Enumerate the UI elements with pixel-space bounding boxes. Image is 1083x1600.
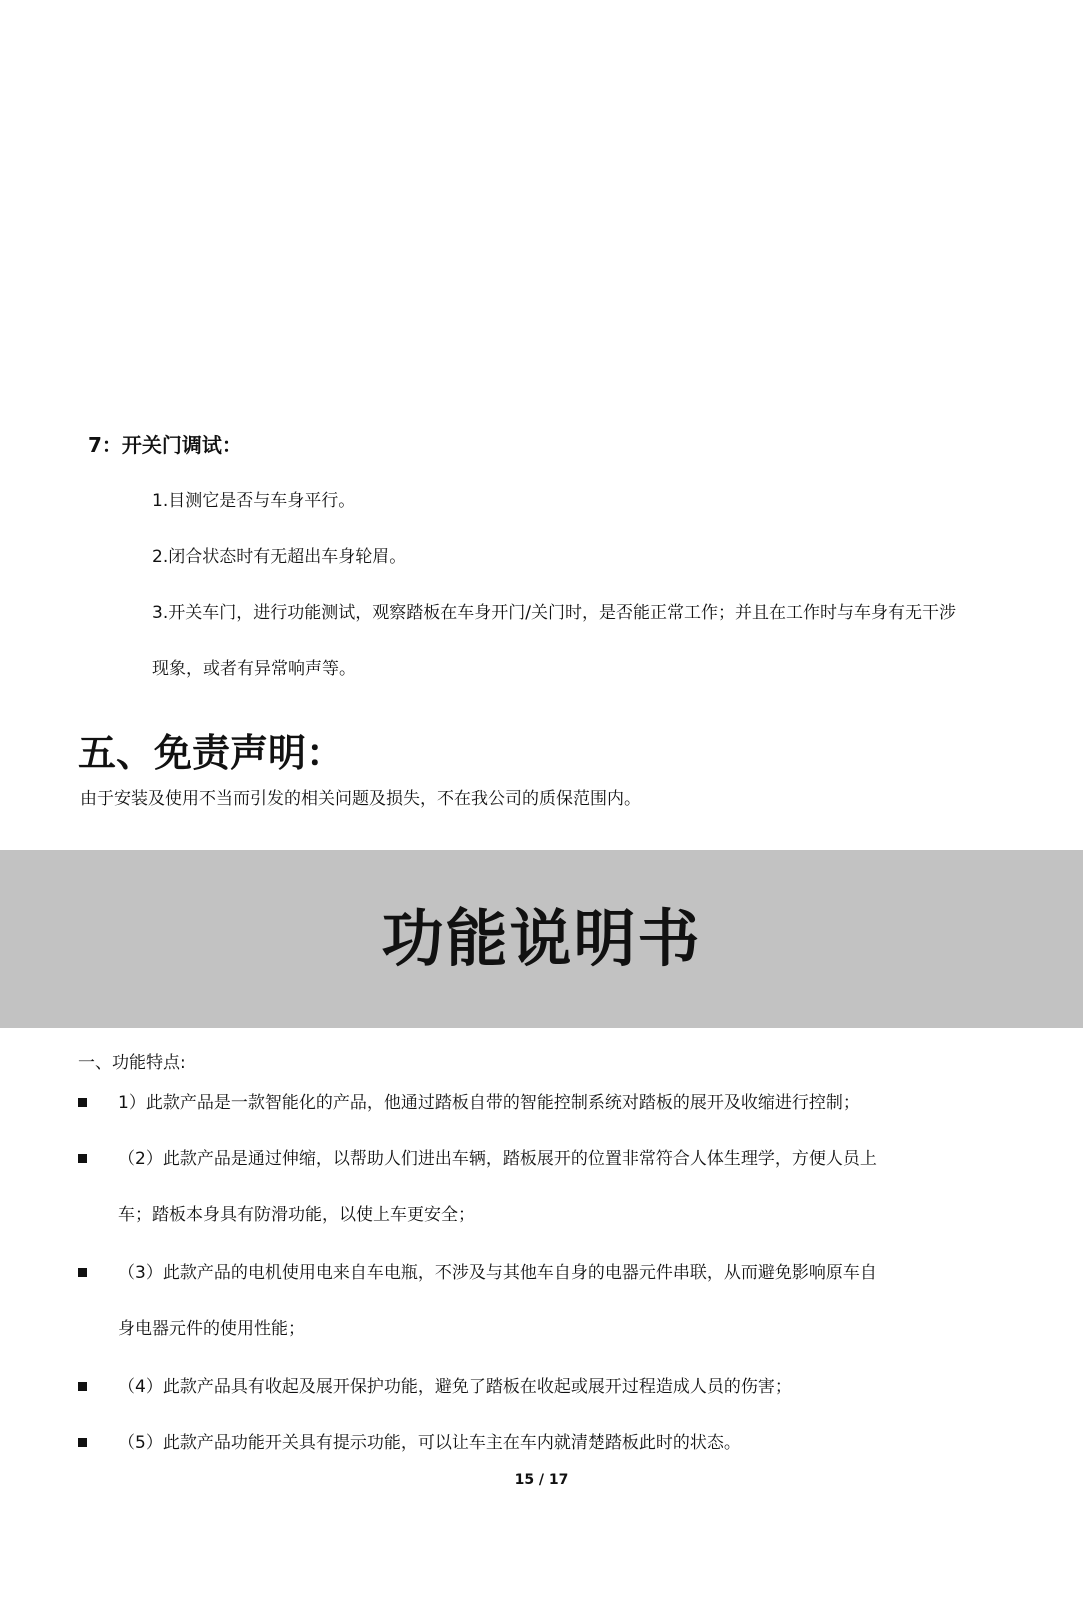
disclaimer-text: 由于安装及使用不当而引发的相关问题及损失，不在我公司的质保范围内。 [80,789,641,809]
bullet-icon [78,1098,87,1107]
bullet-icon [78,1382,87,1391]
title-banner [0,850,1083,1028]
feature-item-5: （5）此款产品功能开关具有提示功能，可以让车主在车内就清楚踏板此时的状态。 [118,1433,741,1453]
step-heading: 7：开关门调试： [88,433,242,457]
bullet-icon [78,1154,87,1163]
feature-item-3: （3）此款产品的电机使用电来自车电瓶，不涉及与其他车自身的电器元件串联，从而避免影响原车自 [118,1263,877,1283]
disclaimer-heading: 五、免责声明： [78,731,345,775]
features-heading: 一、功能特点: [78,1053,186,1073]
check-item-3-continued: 现象，或者有异常响声等。 [152,659,356,679]
banner-title: 功能说明书 [381,902,702,975]
page-number: 15 / 17 [514,1472,569,1488]
check-item-2: 2.闭合状态时有无超出车身轮眉。 [152,547,407,567]
feature-item-2-continued: 车；踏板本身具有防滑功能，以使上车更安全； [118,1205,475,1225]
check-item-3: 3.开关车门，进行功能测试，观察踏板在车身开门/关门时，是否能正常工作；并且在工作时与车身有无干涉 [152,603,956,623]
check-item-1: 1.目测它是否与车身平行。 [152,491,356,511]
feature-item-2: （2）此款产品是通过伸缩，以帮助人们进出车辆，踏板展开的位置非常符合人体生理学，方便人员上 [118,1149,877,1169]
feature-item-3-continued: 身电器元件的使用性能； [118,1319,305,1339]
bullet-icon [78,1438,87,1447]
bullet-icon [78,1268,87,1277]
feature-item-1: 1）此款产品是一款智能化的产品，他通过踏板自带的智能控制系统对踏板的展开及收缩进行控制； [118,1093,860,1113]
feature-item-4: （4）此款产品具有收起及展开保护功能，避免了踏板在收起或展开过程造成人员的伤害； [118,1377,792,1397]
